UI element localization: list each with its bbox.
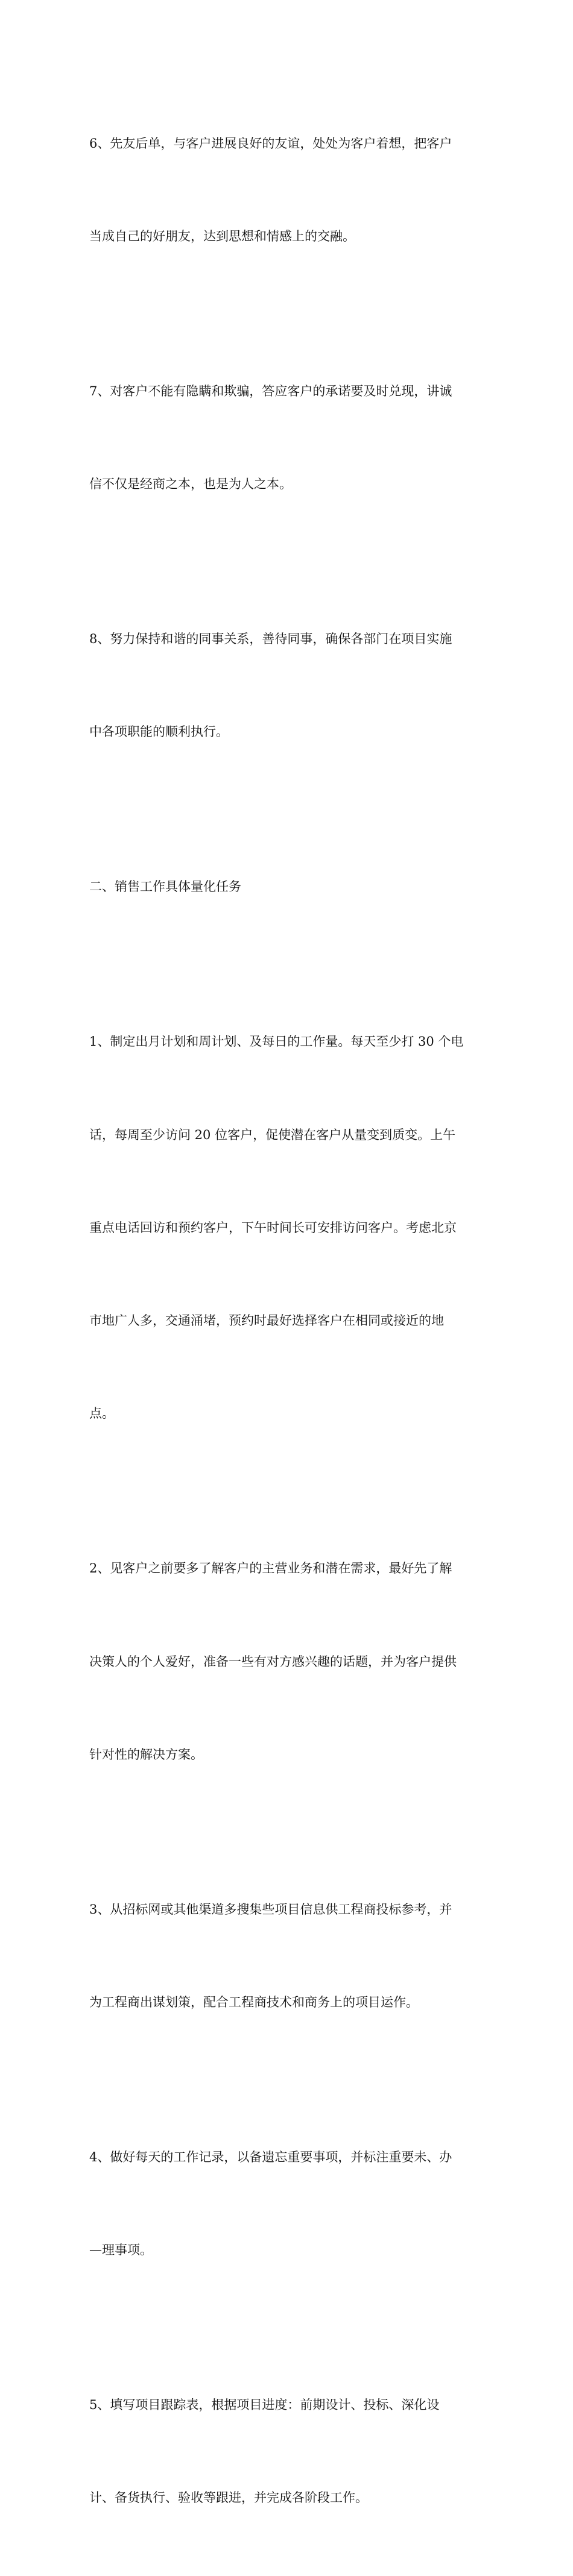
paragraph-task-1 <box>89 965 487 1492</box>
text-line: 点。 <box>89 1406 115 1421</box>
text-line: 市地广人多，交通涌堵，预约时最好选择客户在相同或接近的地 <box>89 1313 444 1328</box>
text-line: 话，每周至少访问 20 位客户，促使潜在客户从量变到质变。上午 <box>89 1127 456 1142</box>
text-line: 决策人的个人爱好，准备一些有对方感兴趣的话题，并为客户提供 <box>89 1654 457 1669</box>
document-body <box>89 66 487 2576</box>
text-line: 4、做好每天的工作记录，以备遗忘重要事项，并标注重要未、办 <box>89 2149 452 2164</box>
text-line: —理事项。 <box>89 2243 153 2258</box>
paragraph-task-5 <box>89 2328 487 2575</box>
text-line: 1、制定出月计划和周计划、及每日的工作量。每天至少打 30 个电 <box>89 1034 464 1049</box>
text-line: 重点电话回访和预约客户，下午时间长可安排访问客户。考虑北京 <box>89 1220 457 1235</box>
paragraph-task-2 <box>89 1492 487 1832</box>
text-line: 中各项职能的顺利执行。 <box>89 724 229 740</box>
paragraph-item-8 <box>89 562 487 809</box>
text-line: 计、备货执行、验收等跟进，并完成各阶段工作。 <box>89 2490 368 2505</box>
text-line: 3、从招标网或其他渠道多搜集些项目信息供工程商投标参考，并 <box>89 1902 452 1917</box>
text-line: 当成自己的好朋友，达到思想和情感上的交融。 <box>89 229 355 244</box>
text-line: 6、先友后单，与客户进展良好的友谊，处处为客户着想，把客户 <box>89 136 452 151</box>
text-line: 8、努力保持和谐的同事关系，善待同事，确保各部门在项目实施 <box>89 632 452 647</box>
paragraph-item-7 <box>89 314 487 562</box>
text-line: 2、见客户之前要多了解客户的主营业务和潜在需求，最好先了解 <box>89 1561 452 1576</box>
text-line: 7、对客户不能有隐瞒和欺骗，答应客户的承诺要及时兑现，讲诚 <box>89 384 452 399</box>
text-line: 针对性的解决方案。 <box>89 1747 203 1762</box>
text-line: 为工程商出谋划策，配合工程商技术和商务上的项目运作。 <box>89 1994 419 2009</box>
paragraph-item-6 <box>89 66 487 314</box>
section-heading <box>89 810 487 965</box>
text-line: 信不仅是经商之本，也是为人之本。 <box>89 477 292 492</box>
heading-line: 二、销售工作具体量化任务 <box>89 879 241 894</box>
paragraph-task-4 <box>89 2080 487 2328</box>
paragraph-task-3 <box>89 1832 487 2080</box>
text-line: 5、填写项目跟踪表，根据项目进度：前期设计、投标、深化设 <box>89 2398 440 2413</box>
